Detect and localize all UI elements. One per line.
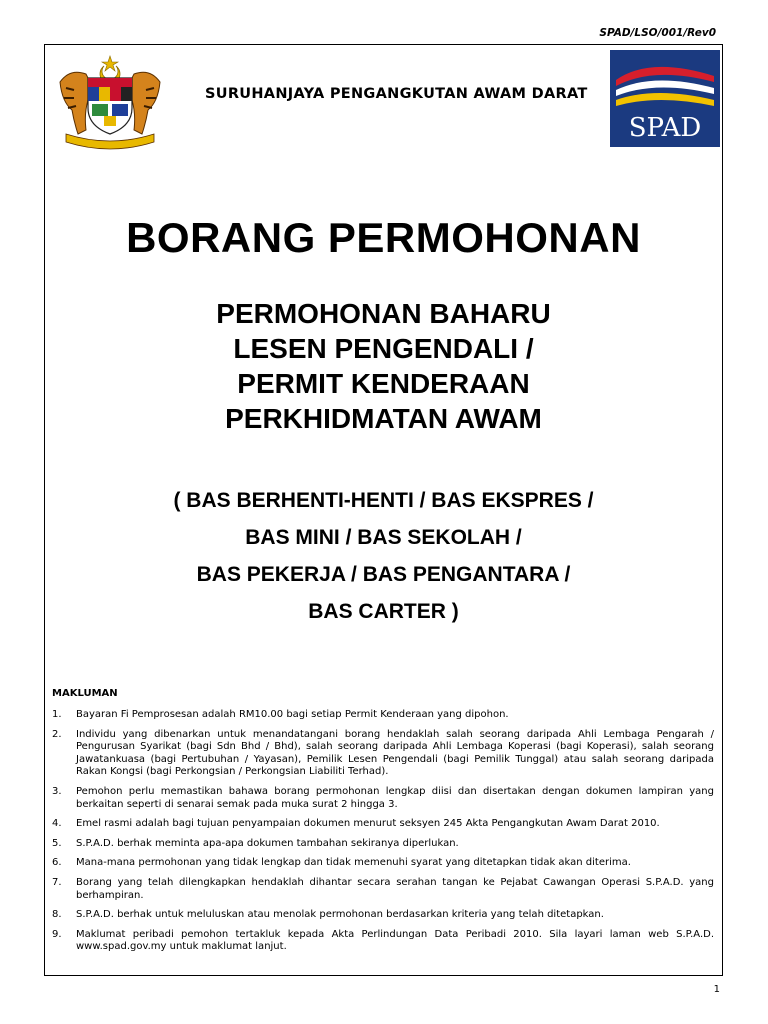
subtitle-line: PERMIT KENDERAAN	[237, 368, 530, 399]
info-section	[52, 688, 714, 961]
page-number: 1	[713, 984, 720, 995]
spad-logo	[610, 50, 720, 147]
list-item-text: Maklumat peribadi pemohon tertakluk kepada Akta Perlindungan Data Peribadi 2010. Sila layari laman web S.P.A.D. www.spad.gov.my untuk maklumat lanjut.	[76, 928, 714, 953]
list-item-number: 1.	[52, 709, 62, 720]
bus-type-line: BAS PEKERJA / BAS PENGANTARA /	[196, 563, 571, 586]
list-item-number: 2.	[52, 728, 62, 740]
list-item-number: 3.	[52, 785, 62, 797]
agency-name: SURUHANJAYA PENGANGKUTAN AWAM DARAT	[205, 86, 588, 102]
form-title: BORANG PERMOHONAN	[126, 214, 641, 261]
form-subtitle	[44, 296, 723, 436]
bus-types	[44, 482, 723, 630]
list-item	[52, 877, 714, 902]
list-item	[52, 786, 714, 811]
bus-type-line: BAS CARTER )	[308, 600, 459, 623]
list-item	[52, 929, 714, 954]
list-item	[52, 818, 714, 831]
list-item-number: 8.	[52, 909, 62, 921]
list-item-text: S.P.A.D. berhak meminta apa-apa dokumen tambahan sekiranya diperlukan.	[76, 837, 459, 849]
list-item-text: Borang yang telah dilengkapkan hendaklah dihantar secara serahan tangan ke Pejabat Cawangan Operasi S.P.A.D. yang berhampiran.	[76, 876, 714, 901]
subtitle-line: PERMOHONAN BAHARU	[216, 298, 551, 329]
list-item	[52, 838, 714, 851]
list-item-number: 5.	[52, 837, 62, 849]
list-item-text: Individu yang dibenarkan untuk menandatangani borang hendaklah salah seorang daripada Ahli Lembaga Pengarah / Pengurusan Syarikat (bagi Sdn Bhd / Bhd), salah seorang daripada Ahli Lembaga Koperasi (bagi Koperasi), salah seorang Jawatankuasa (bagi Pertubuhan / Yayasan), Pemilik Lesen Pengendali (bagi Pemilik Tunggal) atau salah seorang daripada Rakan Kongsi (bagi Perkongsian / Perkongsian Liabiliti Terhad).	[76, 728, 714, 778]
document-reference: SPAD/LSO/001/Rev0	[599, 27, 716, 39]
coat-of-arms-icon	[52, 52, 168, 150]
list-item-text: Pemohon perlu memastikan bahawa borang permohonan lengkap diisi dan disertakan dengan dokumen lampiran yang berkaitan seperti di senarai semak pada muka surat 2 hingga 3.	[76, 785, 714, 810]
list-item	[52, 709, 714, 722]
bus-type-line: BAS MINI / BAS SEKOLAH /	[245, 526, 522, 549]
list-item-number: 7.	[52, 876, 62, 888]
list-item-text: Emel rasmi adalah bagi tujuan penyampaian dokumen menurut seksyen 245 Akta Pengangkutan Awam Darat 2010.	[76, 818, 660, 830]
info-heading: MAKLUMAN	[52, 688, 118, 699]
spad-logo-text: SPAD	[628, 113, 702, 143]
list-item-number: 6.	[52, 857, 62, 869]
list-item-number: 4.	[52, 818, 62, 830]
list-item	[52, 729, 714, 779]
list-item-text: Bayaran Fi Pemprosesan adalah RM10.00 bagi setiap Permit Kenderaan yang dipohon.	[76, 709, 509, 720]
bus-type-line: ( BAS BERHENTI-HENTI / BAS EKSPRES /	[173, 489, 594, 512]
subtitle-line: LESEN PENGENDALI /	[233, 333, 534, 364]
list-item-text: Mana-mana permohonan yang tidak lengkap dan tidak memenuhi syarat yang ditetapkan tidak akan diterima.	[76, 857, 631, 869]
list-item	[52, 909, 714, 922]
list-item-text: S.P.A.D. berhak untuk meluluskan atau menolak permohonan berdasarkan kriteria yang telah ditetapkan.	[76, 909, 604, 921]
list-item-number: 9.	[52, 928, 62, 940]
subtitle-line: PERKHIDMATAN AWAM	[225, 403, 542, 434]
list-item	[52, 857, 714, 870]
